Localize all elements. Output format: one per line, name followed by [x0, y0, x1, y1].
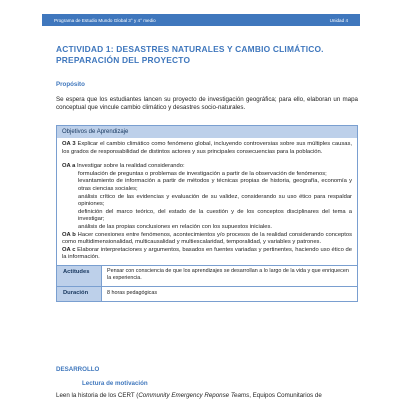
oaa-item: análisis crítico de las evidencias y evaluación de su validez, considerando su uso ético para respaldar opiniones; [78, 193, 352, 208]
actitudes-label: Actitudes [57, 266, 101, 286]
lectura-start: Leen la historia de los CERT ( [56, 392, 139, 399]
duracion-row [57, 286, 357, 301]
objectives-body [57, 138, 357, 265]
program-title: Programa de Estudio Mundo Global 3° y 4° medio [54, 17, 156, 23]
actitudes-row [57, 265, 357, 286]
unit-label: Unidad 4 [329, 17, 348, 23]
oa3-paragraph [62, 141, 352, 156]
oa3-code: OA 3 [62, 141, 76, 147]
objectives-heading: Objetivos de Aprendizaje [57, 126, 357, 138]
oaa-paragraph [62, 163, 352, 171]
oab-text: Hacer conexiones entre fenómenos, acontecimientos y/o procesos de la realidad considerando conceptos como multidimensionalidad, multicausalidad y multiescalaridad, temporalidad, y variables y patrones. [62, 231, 352, 246]
duracion-text: 8 horas pedagógicas [101, 287, 357, 301]
oaa-item: análisis de las propias conclusiones en relación con los supuestos iniciales. [78, 223, 272, 230]
lectura-text [56, 392, 358, 399]
proposito-heading: Propósito [56, 81, 85, 88]
activity-title: ACTIVIDAD 1: DESASTRES NATURALES Y CAMBIO CLIMÁTICO. PREPARACIÓN DEL PROYECTO [56, 44, 324, 65]
oac-code: OA c [62, 246, 76, 253]
oa3-text: Explicar el cambio climático como fenómeno global, incluyendo controversias sobre sus múltiples causas, los grados de responsabilidad de distintos actores y sus principales consecuencias para la población. [62, 141, 352, 155]
oac-text: Elaborar interpretaciones y argumentos, basados en fuentes variadas y pertinentes, haciendo uso ético de la información. [62, 246, 352, 261]
lectura-italic: Community Emergency Reponse Teams [138, 392, 250, 399]
actitudes-text: Pensar con consciencia de que los aprendizajes se desarrollan a lo largo de la vida y que enriquecen la experiencia. [101, 266, 357, 286]
oab-paragraph [62, 232, 352, 247]
oaa-item: definición del marco teórico, del estado de la cuestión y de los conceptos disciplinares del tema a investigar; [78, 208, 352, 223]
proposito-text: Se espera que los estudiantes lancen su proyecto de investigación geográfica; para ello, elaboran un mapa conceptual que vincule cambio climático y desastres socio-naturales. [56, 96, 358, 112]
lectura-heading: Lectura de motivación [82, 380, 148, 387]
desarrollo-heading: DESARROLLO [56, 366, 100, 373]
duracion-label: Duración [57, 287, 101, 301]
oaa-item: formulación de preguntas o problemas de investigación a partir de la observación de fenómenos; [78, 170, 327, 177]
header-bar [42, 14, 360, 26]
objectives-table [56, 125, 358, 302]
lectura-end: , Equipos Comunitarios de [249, 392, 322, 399]
oab-code: OA b [62, 231, 76, 238]
oaa-code: OA a [62, 163, 76, 170]
oaa-text: Investigar sobre la realidad considerando: [75, 163, 185, 170]
oaa-item: levantamiento de información a partir de métodos y técnicas propias de historia, geografía, economía y otras ciencias sociales; [78, 178, 352, 192]
oac-paragraph [62, 247, 352, 262]
